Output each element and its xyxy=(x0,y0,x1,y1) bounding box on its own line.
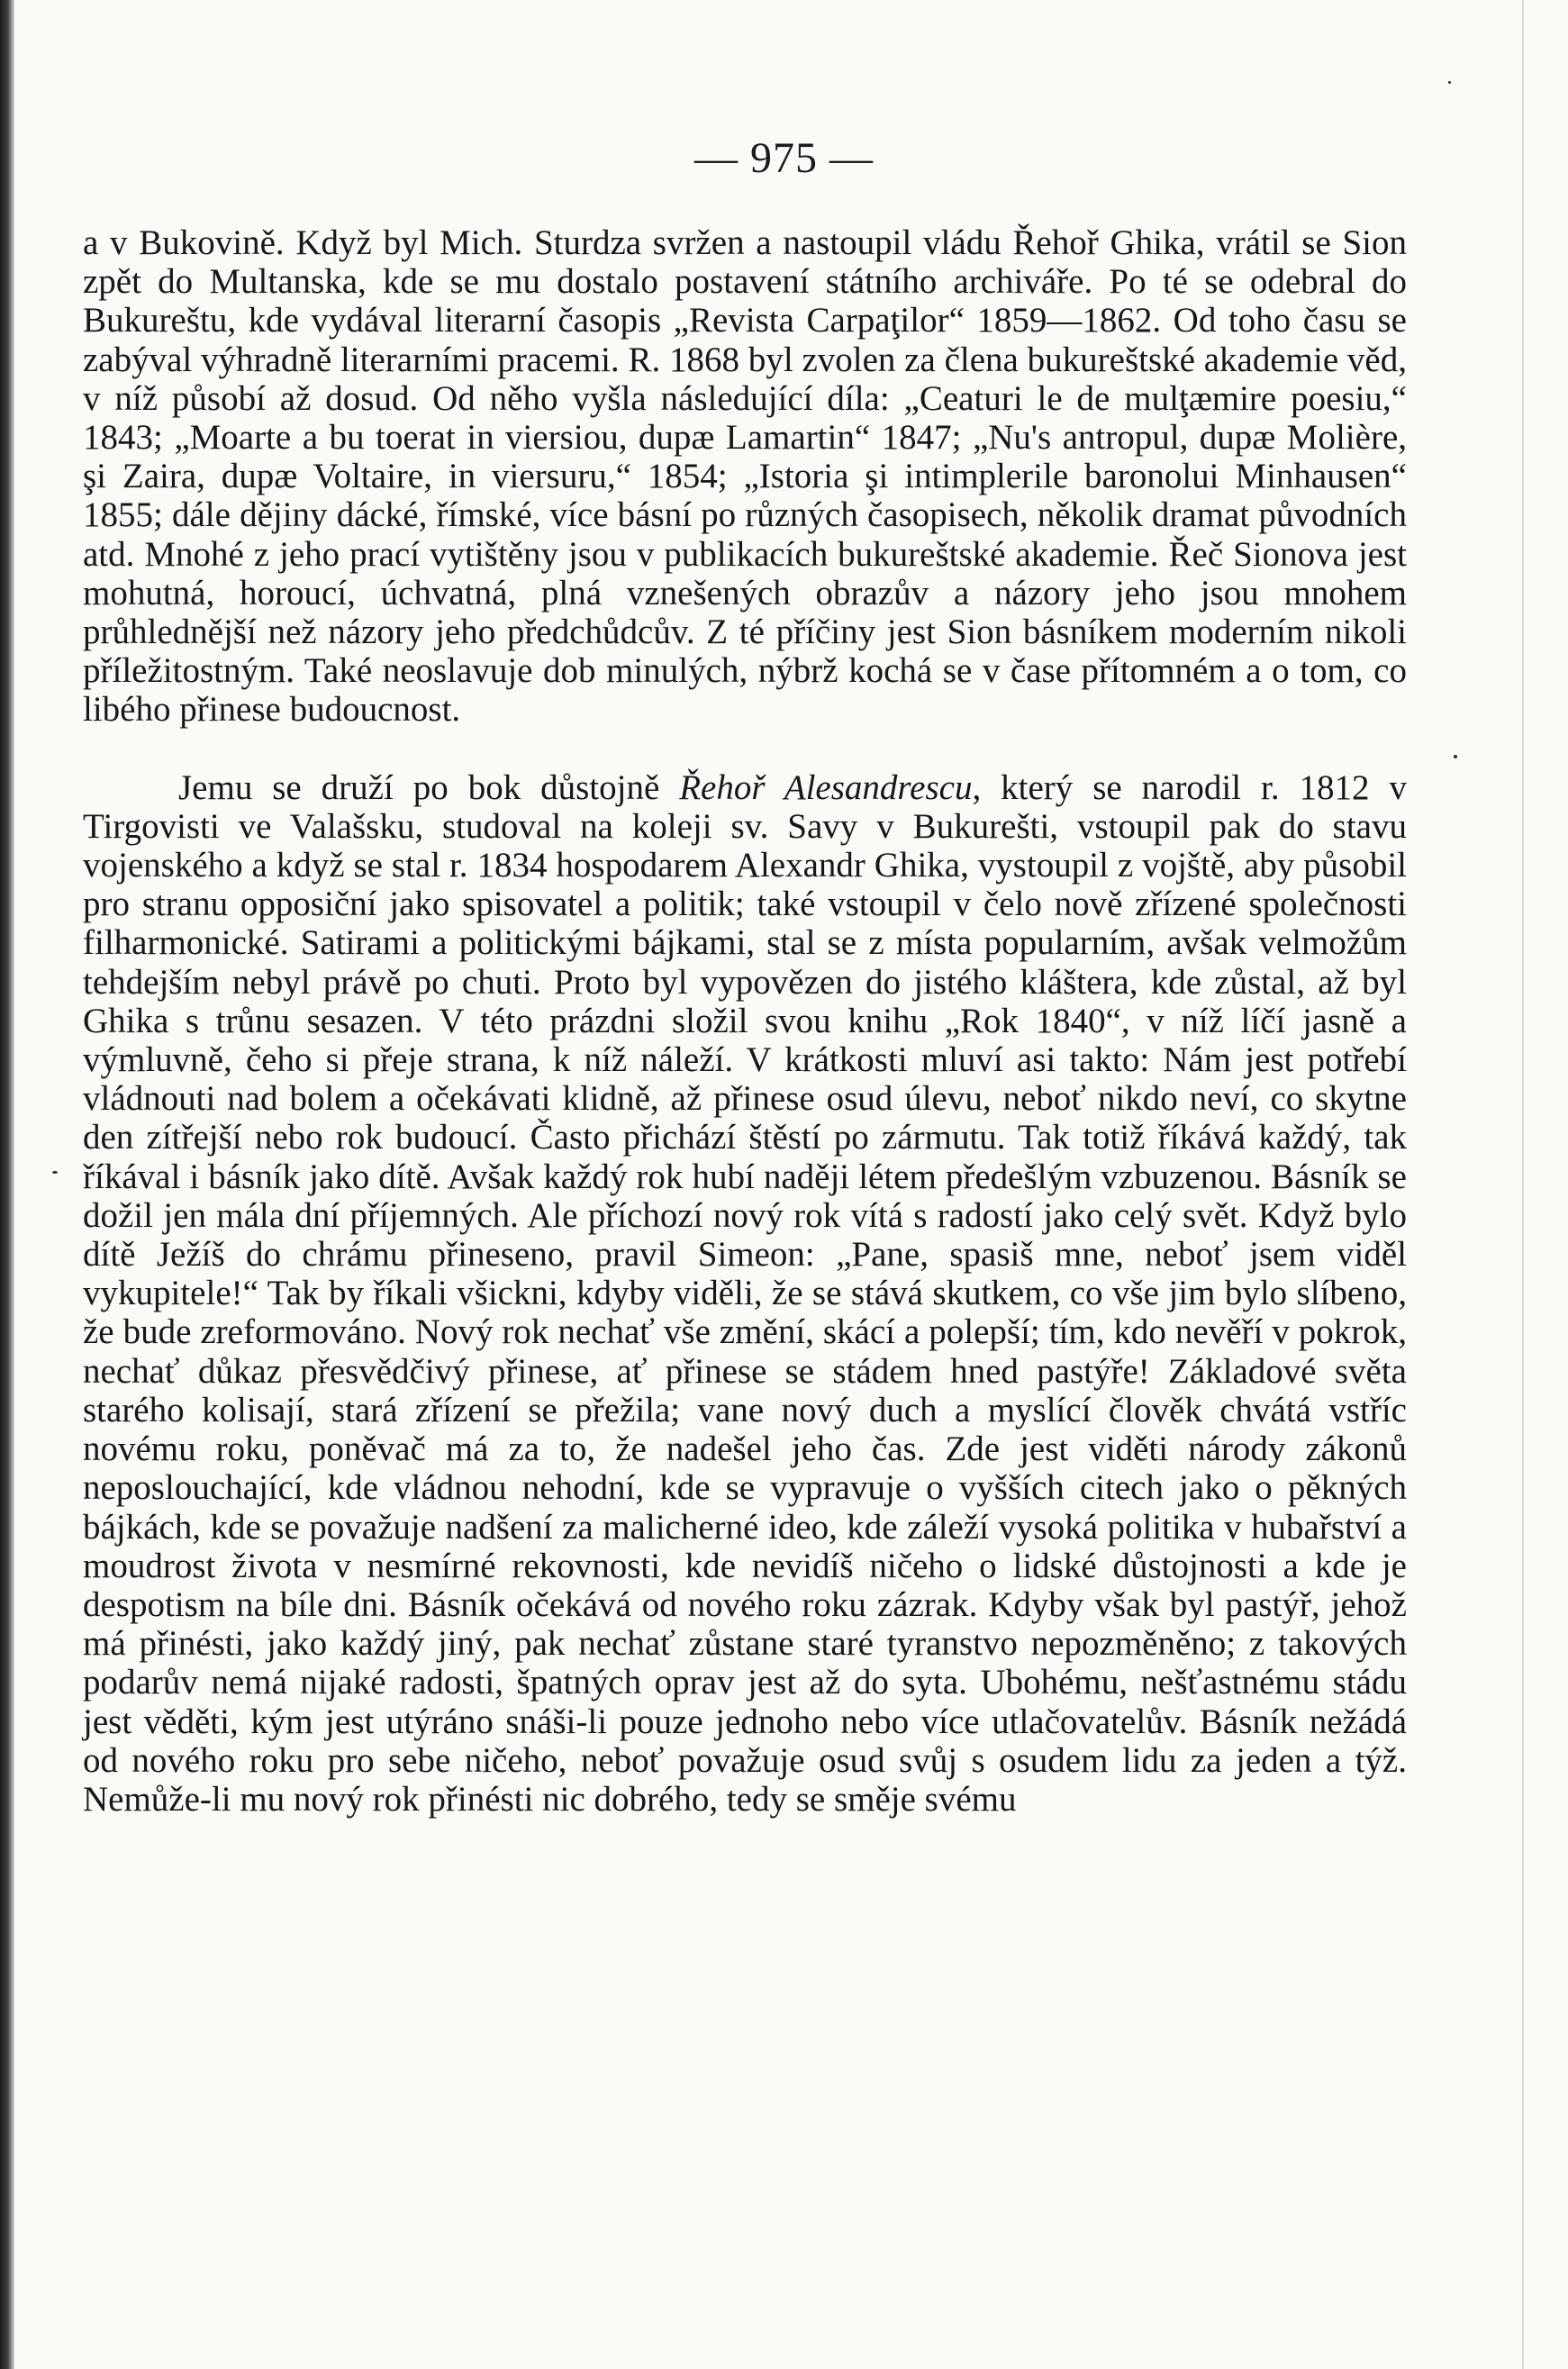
page-number: — 975 — xyxy=(694,134,874,182)
person-name-alesandrescu: Řehoř Alesandrescu xyxy=(679,767,973,807)
paragraph-alesandrescu-lead: Jemu se druží po bok důstojně xyxy=(178,767,680,807)
ink-speck xyxy=(1448,81,1451,84)
paragraph-alesandrescu-rest: , který se narodil r. 1812 v Tirgovisti ve Valašsku, studoval na koleji sv. Savy v Bukurešti, vstoupil pak do stavu vojenského a když se stal r. 1834 hospodarem Alexandr Ghika, vystoupil z vojště, aby působil pro stranu opposiční jako spisovatel a politik; také vstoupil v čelo nově zřízené společnosti filharmonické. Satirami a politickými bájkami, stal se z místa popularním, avšak velmožům tehdejším nebyl právě po chuti. Proto byl vypovězen do jistého kláštera, kde zůstal, až byl Ghika s trůnu sesazen. V této prázdni složil svou knihu „Rok 1840“, v níž líčí jasně a výmluvně, čeho si přeje strana, k níž náleží. V krátkosti mluví asi takto: Nám jest potřebí vládnouti nad bolem a očekávati klidně, až přinese osud úlevu, neboť nikdo neví, co skytne den zítřejší nebo rok budoucí. Často přichází štěstí po zármutu. Tak totiž říkává každý, tak říkával i básník jako dítě. Avšak každý rok hubí naději létem předešlým vzbuzenou. Básník se dožil jen mála dní příjemných. Ale příchozí nový rok vítá s radostí jako celý svět. Když bylo dítě Ježíš do chrámu přineseno, pravil Simeon: „Pane, spasiš mne, neboť jsem viděl vykupitele!“ Tak by říkali všickni, kdyby viděli, že se stává skutkem, co vše jim bylo slíbeno, že bude zreformováno. Nový rok nechať vše změní, skácí a polepší; tím, kdo nevěří v pokrok, nechať důkaz přesvědčivý přinese, ať přinese se stádem hned pastýře! Základové světa starého kolisají, stará zřízení se přežila; vane nový duch a myslící člověk chvátá vstříc novému roku, poněvač má za to, že nadešel jeho čas. Zde jest viděti národy zákonů neposlouchající, kde vládnou nehodní, kde se vypravuje o vyšších citech jako o pěkných bájkách, kde se považuje nadšení za malicherné ideo, kde záleží vysoká politika v hubařství a moudrost života v nesmírné rekovnosti, kde nevidíš ničeho o lidské důstojnosti a kde je despotism na bíle dni. Básník očekává od nového roku zázrak. Kdyby však byl pastýř, jehož má přinésti, jako každý jiný, pak nechať zůstane staré tyranstvo nepozměněno; z takových podarův nemá nijaké radosti, špatných oprav jest až do syta. Ubohému, nešťastnému stádu jest věděti, kým jest utýráno snáši-li pouze jednoho nebo více utlačovatelův. Básník nežádá od nového roku pro sebe ničeho, neboť považuje osud svůj s osudem lidu za jeden a týž. Nemůže-li mu nový rok přinésti nic dobrého, tedy se směje svému xyxy=(83,767,1407,1819)
scan-binding-edge xyxy=(0,0,14,2369)
paragraph-sion: a v Bukovině. Když byl Mich. Sturdza svržen a nastoupil vládu Řehoř Ghika, vrátil se Sion zpět do Multanska, kde se mu dostalo postavení státního archiváře. Po té se odebral do Bukureštu, kde vydával literarní časopis „Revista Carpaţilor“ 1859—1862. Od toho času se zabýval výhradně literarními pracemi. R. 1868 byl zvolen za člena bukureštské akademie věd, v níž působí až dosud. Od něho vyšla následující díla: „Ceaturi le de mulţæmire poesiu,“ 1843; „Moarte a bu toerat in viersiou, dupæ Lamartin“ 1847; „Nu's antropul, dupæ Molière, şi Zaira, dupæ Voltaire, in viersuru,“ 1854; „Istoria şi intimplerile baronolui Minhausen“ 1855; dále dějiny dácké, římské, více básní po různých časopisech, několik dramat původních atd. Mnohé z jeho prací vytištěny jsou v publikacích bukureštské akademie. Řeč Sionova jest mohutná, horoucí, úchvatná, plná vznešených obrazův a názory jeho jsou mnohem průhlednější než názory jeho předchůdcův. Z té příčiny jest Sion básníkem moderním nikoli příležitostným. Také neoslavuje dob minulých, nýbrž kochá se v čase přítomném a o tom, co libého přinese budoucnost. xyxy=(83,223,1407,730)
scan-fold-line xyxy=(1522,0,1524,2369)
ink-speck xyxy=(1454,755,1457,758)
paragraph-alesandrescu xyxy=(83,768,1407,1819)
body-text xyxy=(83,223,1407,1819)
ink-speck xyxy=(52,1171,58,1174)
